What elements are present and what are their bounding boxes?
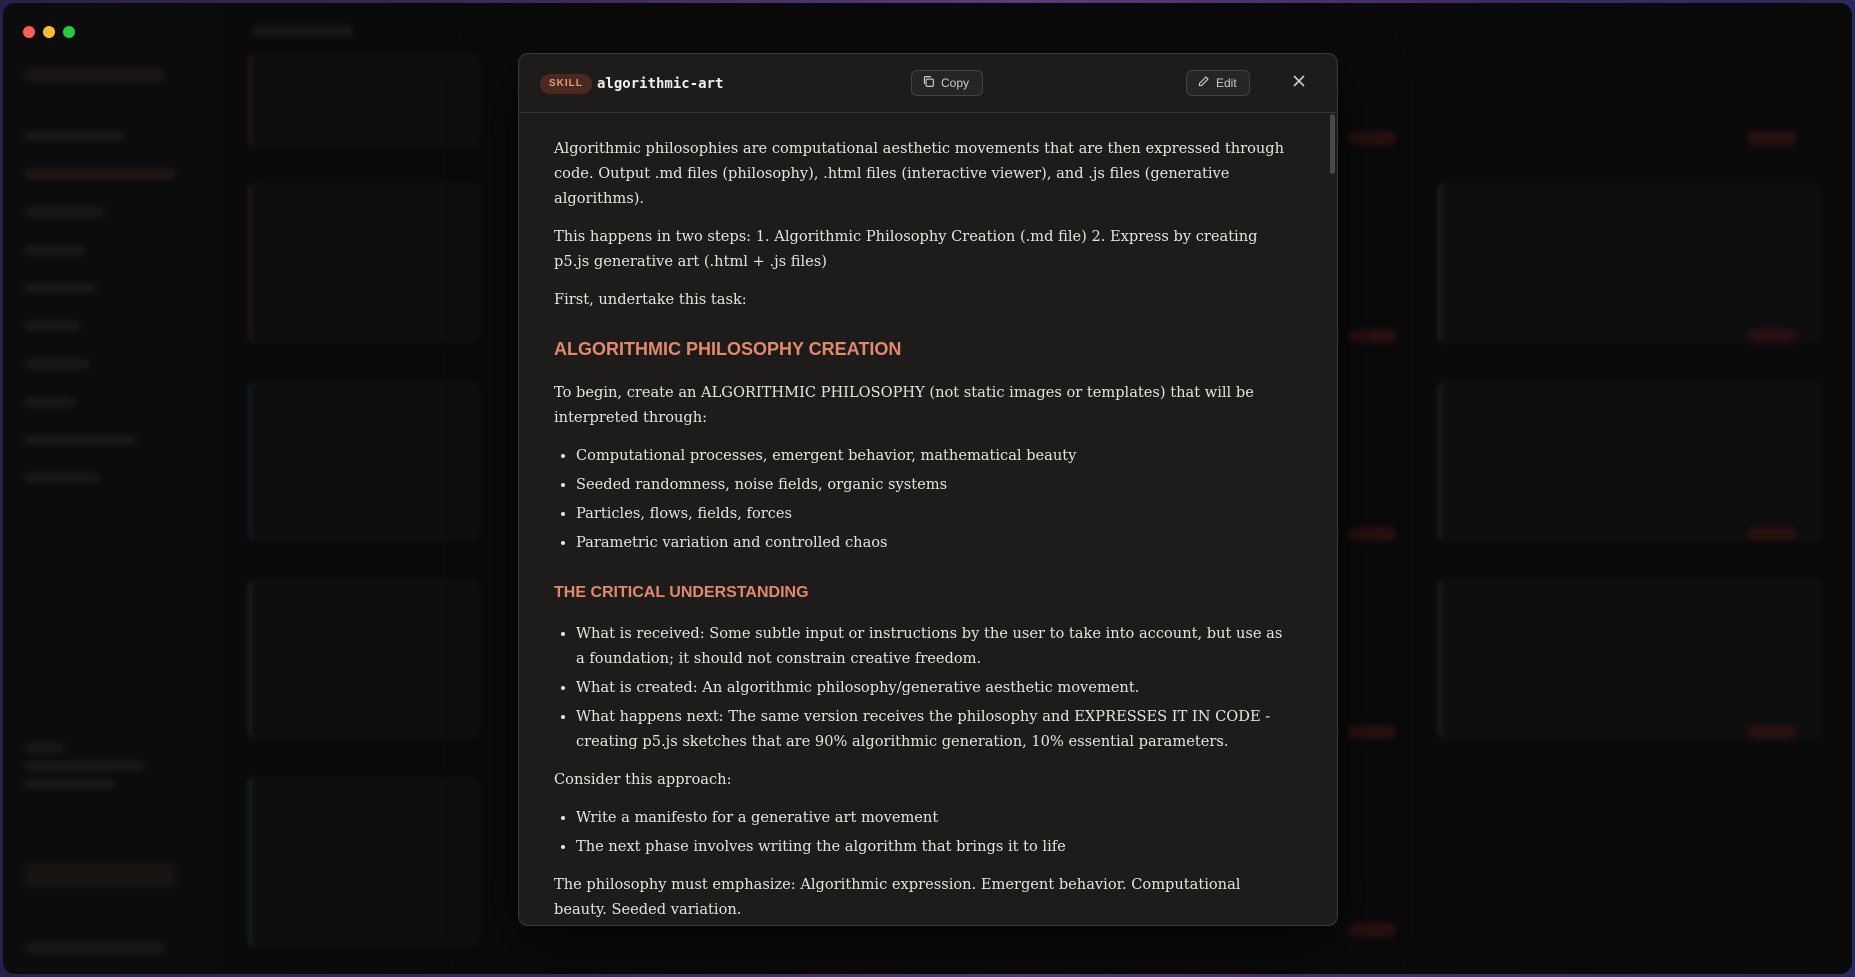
list-item: • Parametric variation and controlled chaos (576, 530, 1294, 555)
copy-icon (922, 75, 935, 91)
skill-detail-modal (518, 53, 1338, 926)
list-item: • Particles, flows, fields, forces (576, 501, 1294, 526)
edit-button-label: Edit (1216, 76, 1237, 90)
close-icon (1292, 74, 1306, 93)
approach-list (554, 805, 1294, 859)
list-item: • Computational processes, emergent behavior, mathematical beauty (576, 443, 1294, 468)
list-item: • The next phase involves writing the algorithm that brings it to life (576, 834, 1294, 859)
close-modal-button[interactable] (1287, 71, 1311, 95)
edit-button[interactable] (1186, 70, 1250, 96)
skill-badge: SKILL (540, 74, 592, 94)
window-minimize-button[interactable] (43, 26, 55, 38)
modal-header (519, 54, 1337, 113)
list-item: • Seeded randomness, noise fields, organic systems (576, 472, 1294, 497)
pencil-icon (1197, 75, 1210, 91)
emphasis-paragraph: The philosophy must emphasize: Algorithmic expression. Emergent behavior. Computational beauty. Seeded variation. (554, 876, 1241, 918)
section-heading-understanding: THE CRITICAL UNDERSTANDING (554, 584, 809, 601)
window-close-button[interactable] (23, 26, 35, 38)
section-heading-philosophy: ALGORITHMIC PHILOSOPHY CREATION (554, 339, 902, 359)
copy-button[interactable] (911, 70, 983, 96)
approach-paragraph: Consider this approach: (554, 771, 732, 788)
steps-paragraph: This happens in two steps: 1. Algorithmic Philosophy Creation (.md file) 2. Express by creating p5.js generative art (.html + .js files) (554, 228, 1258, 270)
list-item: • What is created: An algorithmic philosophy/generative aesthetic movement. (576, 675, 1294, 700)
list-item: • What happens next: The same version receives the philosophy and EXPRESSES IT IN CODE - creating p5.js sketches that are 90% algorithmic generation, 10% essential parameters. (576, 704, 1294, 754)
begin-paragraph: To begin, create an ALGORITHMIC PHILOSOPHY (not static images or templates) that will be interpreted through: (554, 384, 1254, 426)
task-paragraph: First, undertake this task: (554, 291, 747, 308)
skill-content (554, 136, 1294, 926)
list-item: • What is received: Some subtle input or instructions by the user to take into account, but use as a foundation; it should not constrain creative freedom. (576, 621, 1294, 671)
understanding-list (554, 621, 1294, 754)
modal-scrollbar[interactable] (1330, 114, 1335, 174)
list-item: • Write a manifesto for a generative art movement (576, 805, 1294, 830)
skill-name: algorithmic-art (597, 76, 724, 92)
copy-button-label: Copy (941, 76, 970, 90)
window-maximize-button[interactable] (63, 26, 75, 38)
interpretation-list (554, 443, 1294, 555)
intro-paragraph: Algorithmic philosophies are computational aesthetic movements that are then expressed through code. Output .md files (philosophy), .html files (interactive viewer), and .js files (generative algorithms). (554, 140, 1285, 207)
